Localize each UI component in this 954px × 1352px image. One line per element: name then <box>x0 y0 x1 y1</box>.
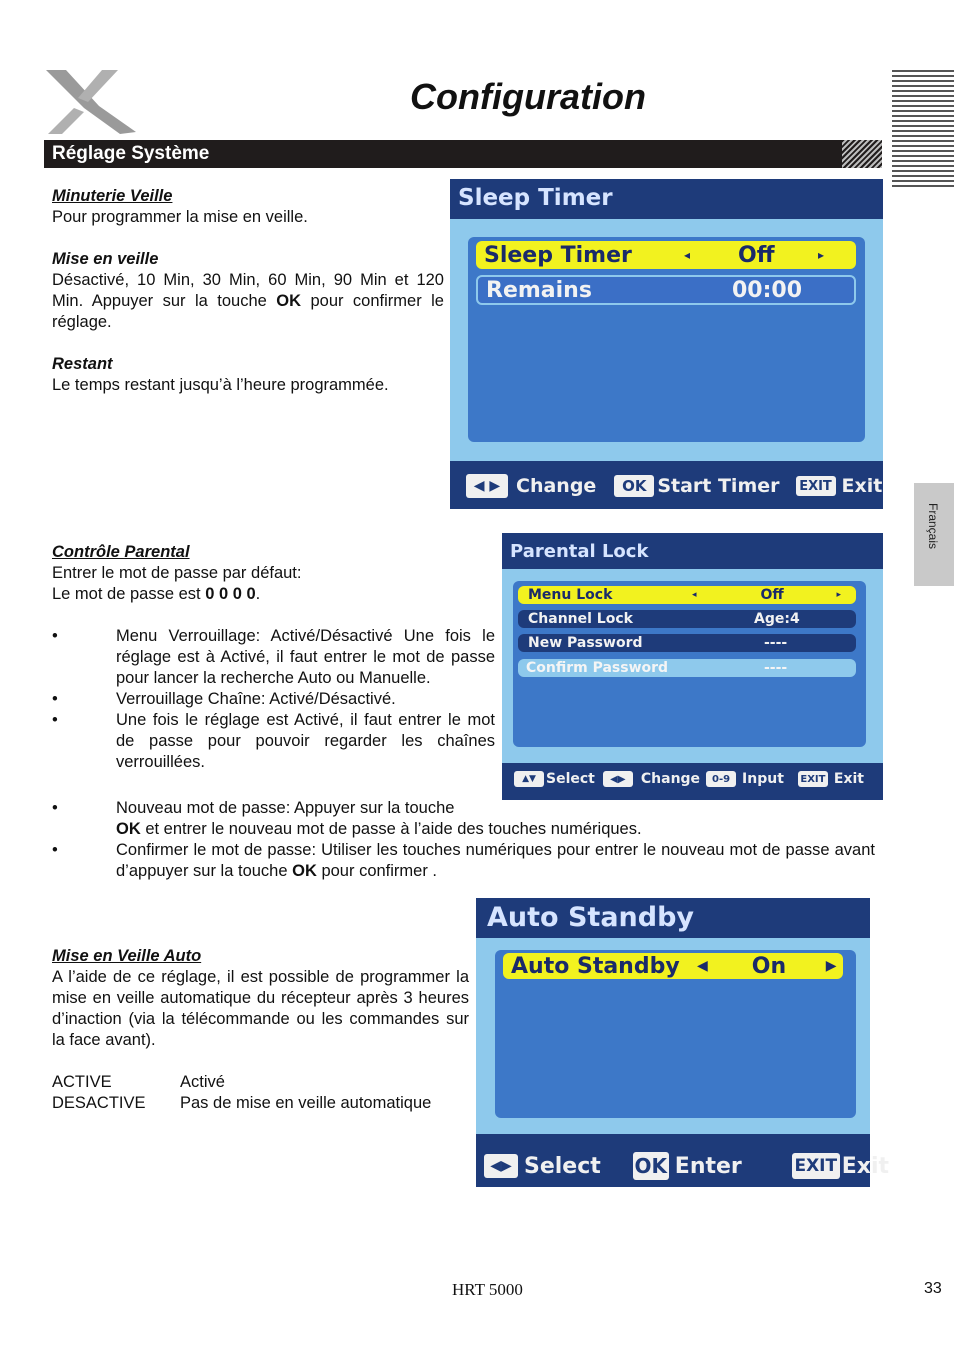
option-name: DESACTIVE <box>52 1094 146 1112</box>
parental-heading: Contrôle Parental <box>52 543 190 561</box>
sleep-subheading-2: Restant <box>52 355 113 373</box>
page-title: Configuration <box>410 76 646 117</box>
arrow-left-icon: ◂ <box>684 248 691 262</box>
left-right-keys-icon: ◀▶ <box>603 771 633 787</box>
row-label: Remains <box>486 277 592 303</box>
ok-key-icon: OK <box>634 1154 668 1178</box>
screen-inner <box>495 950 856 1118</box>
footer-select: Select <box>524 1153 601 1179</box>
footer-model: HRT 5000 <box>452 1280 523 1299</box>
language-tab <box>914 483 954 586</box>
row-value: Age:4 <box>754 611 800 627</box>
parental-line2: Le mot de passe est 0 0 0 0. <box>52 585 261 603</box>
section-title: Réglage Système <box>52 143 210 164</box>
arrow-right-icon: ▸ <box>836 590 842 600</box>
sleep-timer-row[interactable] <box>476 241 856 269</box>
up-down-keys-icon: ▲▼ <box>514 771 544 787</box>
arrow-left-icon: ◀ <box>697 958 708 974</box>
auto-standby-heading: Mise en Veille Auto <box>52 947 202 965</box>
channel-lock-row[interactable] <box>518 610 856 628</box>
bullet-item: • Une fois le réglage est Activé, il faut entrer le mot de passe pour pouvoir regarder les chaînes verrouillées. <box>52 710 495 773</box>
remains-row <box>476 275 856 305</box>
menu-lock-row[interactable] <box>518 586 856 604</box>
row-value: Off <box>738 242 775 268</box>
page-number: 33 <box>924 1280 942 1297</box>
left-right-keys-icon: ◀▶ <box>484 1154 518 1178</box>
parental-text-wide <box>52 798 875 882</box>
sleep-timer-text <box>52 186 444 396</box>
footer-select: Select <box>546 771 595 787</box>
screen-inner <box>468 237 865 442</box>
sleep-timer-intro: Pour programmer la mise en veille. <box>52 208 308 226</box>
screen-title: Parental Lock <box>510 541 649 562</box>
row-value: 00:00 <box>732 277 803 303</box>
exit-key-icon: EXIT <box>796 476 836 496</box>
arrow-right-icon: ▸ <box>818 248 825 262</box>
left-right-keys-icon: ◀ ▶ <box>466 474 508 498</box>
row-label: Sleep Timer <box>484 242 632 268</box>
auto-standby-screen <box>476 898 890 1187</box>
footer-change: Change <box>516 475 597 497</box>
bullet-item: • Confirmer le mot de passe: Utiliser les touches numériques pour entrer le nouveau mot de passe avant d’appuyer sur la touche OK pour confirmer . <box>52 840 875 882</box>
footer-enter: Enter <box>674 1153 742 1179</box>
row-label: Menu Lock <box>528 587 613 603</box>
parental-bullets <box>52 626 495 773</box>
screen-frame <box>450 219 883 461</box>
section-bar <box>44 140 882 168</box>
sleep-subheading-1: Mise en veille <box>52 250 159 268</box>
exit-key-icon: EXIT <box>792 1153 840 1179</box>
sleep-timer-heading: Minuterie Veille <box>52 187 173 205</box>
bullet-item: • Nouveau mot de passe: Appuyer sur la touche OK et entrer le nouveau mot de passe à l’aide des touches numériques. <box>52 798 875 840</box>
footer-exit: Exit <box>841 1153 890 1179</box>
exit-key-icon: EXIT <box>798 771 828 787</box>
sleep-sub2-text: Le temps restant jusqu’à l’heure programmée. <box>52 376 389 394</box>
option-name: ACTIVE <box>52 1073 112 1091</box>
footer-input: Input <box>742 771 784 787</box>
bullet-item: • Verrouillage Chaîne: Activé/Désactivé. <box>52 689 495 710</box>
screen-inner <box>513 581 866 747</box>
screen-frame <box>502 569 883 763</box>
confirm-password-row[interactable] <box>518 659 856 677</box>
footer-exit: Exit <box>841 475 883 497</box>
option-desc: Activé <box>180 1073 225 1091</box>
row-label: New Password <box>528 635 643 651</box>
screen-title: Auto Standby <box>487 902 695 933</box>
screen-footer <box>484 1152 889 1180</box>
row-label: Auto Standby <box>511 953 680 979</box>
parental-text <box>52 542 495 773</box>
new-password-row[interactable] <box>518 634 856 652</box>
row-value: Off <box>760 587 784 603</box>
option-row <box>52 1093 469 1114</box>
auto-standby-row[interactable] <box>503 953 843 979</box>
option-desc: Pas de mise en veille automatique <box>180 1094 432 1112</box>
number-keys-icon: 0-9 <box>706 771 736 787</box>
parental-bullets-wide <box>52 798 875 882</box>
language-tab-label: Français <box>926 503 940 550</box>
screen-footer <box>514 771 864 787</box>
arrow-left-icon: ◂ <box>692 590 697 600</box>
auto-standby-text <box>52 946 469 1114</box>
row-value: ---- <box>764 660 788 676</box>
footer-exit: Exit <box>833 771 864 787</box>
auto-standby-description: A l’aide de ce réglage, il est possible de programmer la mise en veille automatique du récepteur après 3 heures d’inaction (via la télécommande ou les commandes sur la face avant). <box>52 968 469 1049</box>
screen-footer <box>466 474 882 498</box>
row-label: Channel Lock <box>528 611 633 627</box>
sleep-timer-screen <box>450 179 883 509</box>
footer-start-timer: Start Timer <box>657 475 780 497</box>
bullet-item: • Menu Verrouillage: Activé/Désactivé Une fois le réglage est à Activé, il faut entrer le mot de passe pour lancer la recherche Auto ou Manuelle. <box>52 626 495 689</box>
option-row <box>52 1072 469 1093</box>
screen-frame <box>476 938 870 1134</box>
screen-title: Sleep Timer <box>458 185 613 211</box>
parental-line1: Entrer le mot de passe par défaut: <box>52 564 302 582</box>
sleep-sub1-text: Désactivé, 10 Min, 30 Min, 60 Min, 90 Min et 120 Min. Appuyer sur la touche OK pour confirmer le réglage. <box>52 271 444 331</box>
brand-logo <box>44 68 144 138</box>
arrow-right-icon: ▶ <box>825 958 837 974</box>
row-label: Confirm Password <box>526 660 669 676</box>
decorative-lines <box>892 70 954 196</box>
parental-lock-screen <box>502 533 883 800</box>
row-value: ---- <box>764 635 788 651</box>
footer-change: Change <box>640 771 701 787</box>
row-value: On <box>751 953 787 979</box>
bar-pattern <box>842 140 882 168</box>
ok-key-icon: OK <box>614 475 654 497</box>
